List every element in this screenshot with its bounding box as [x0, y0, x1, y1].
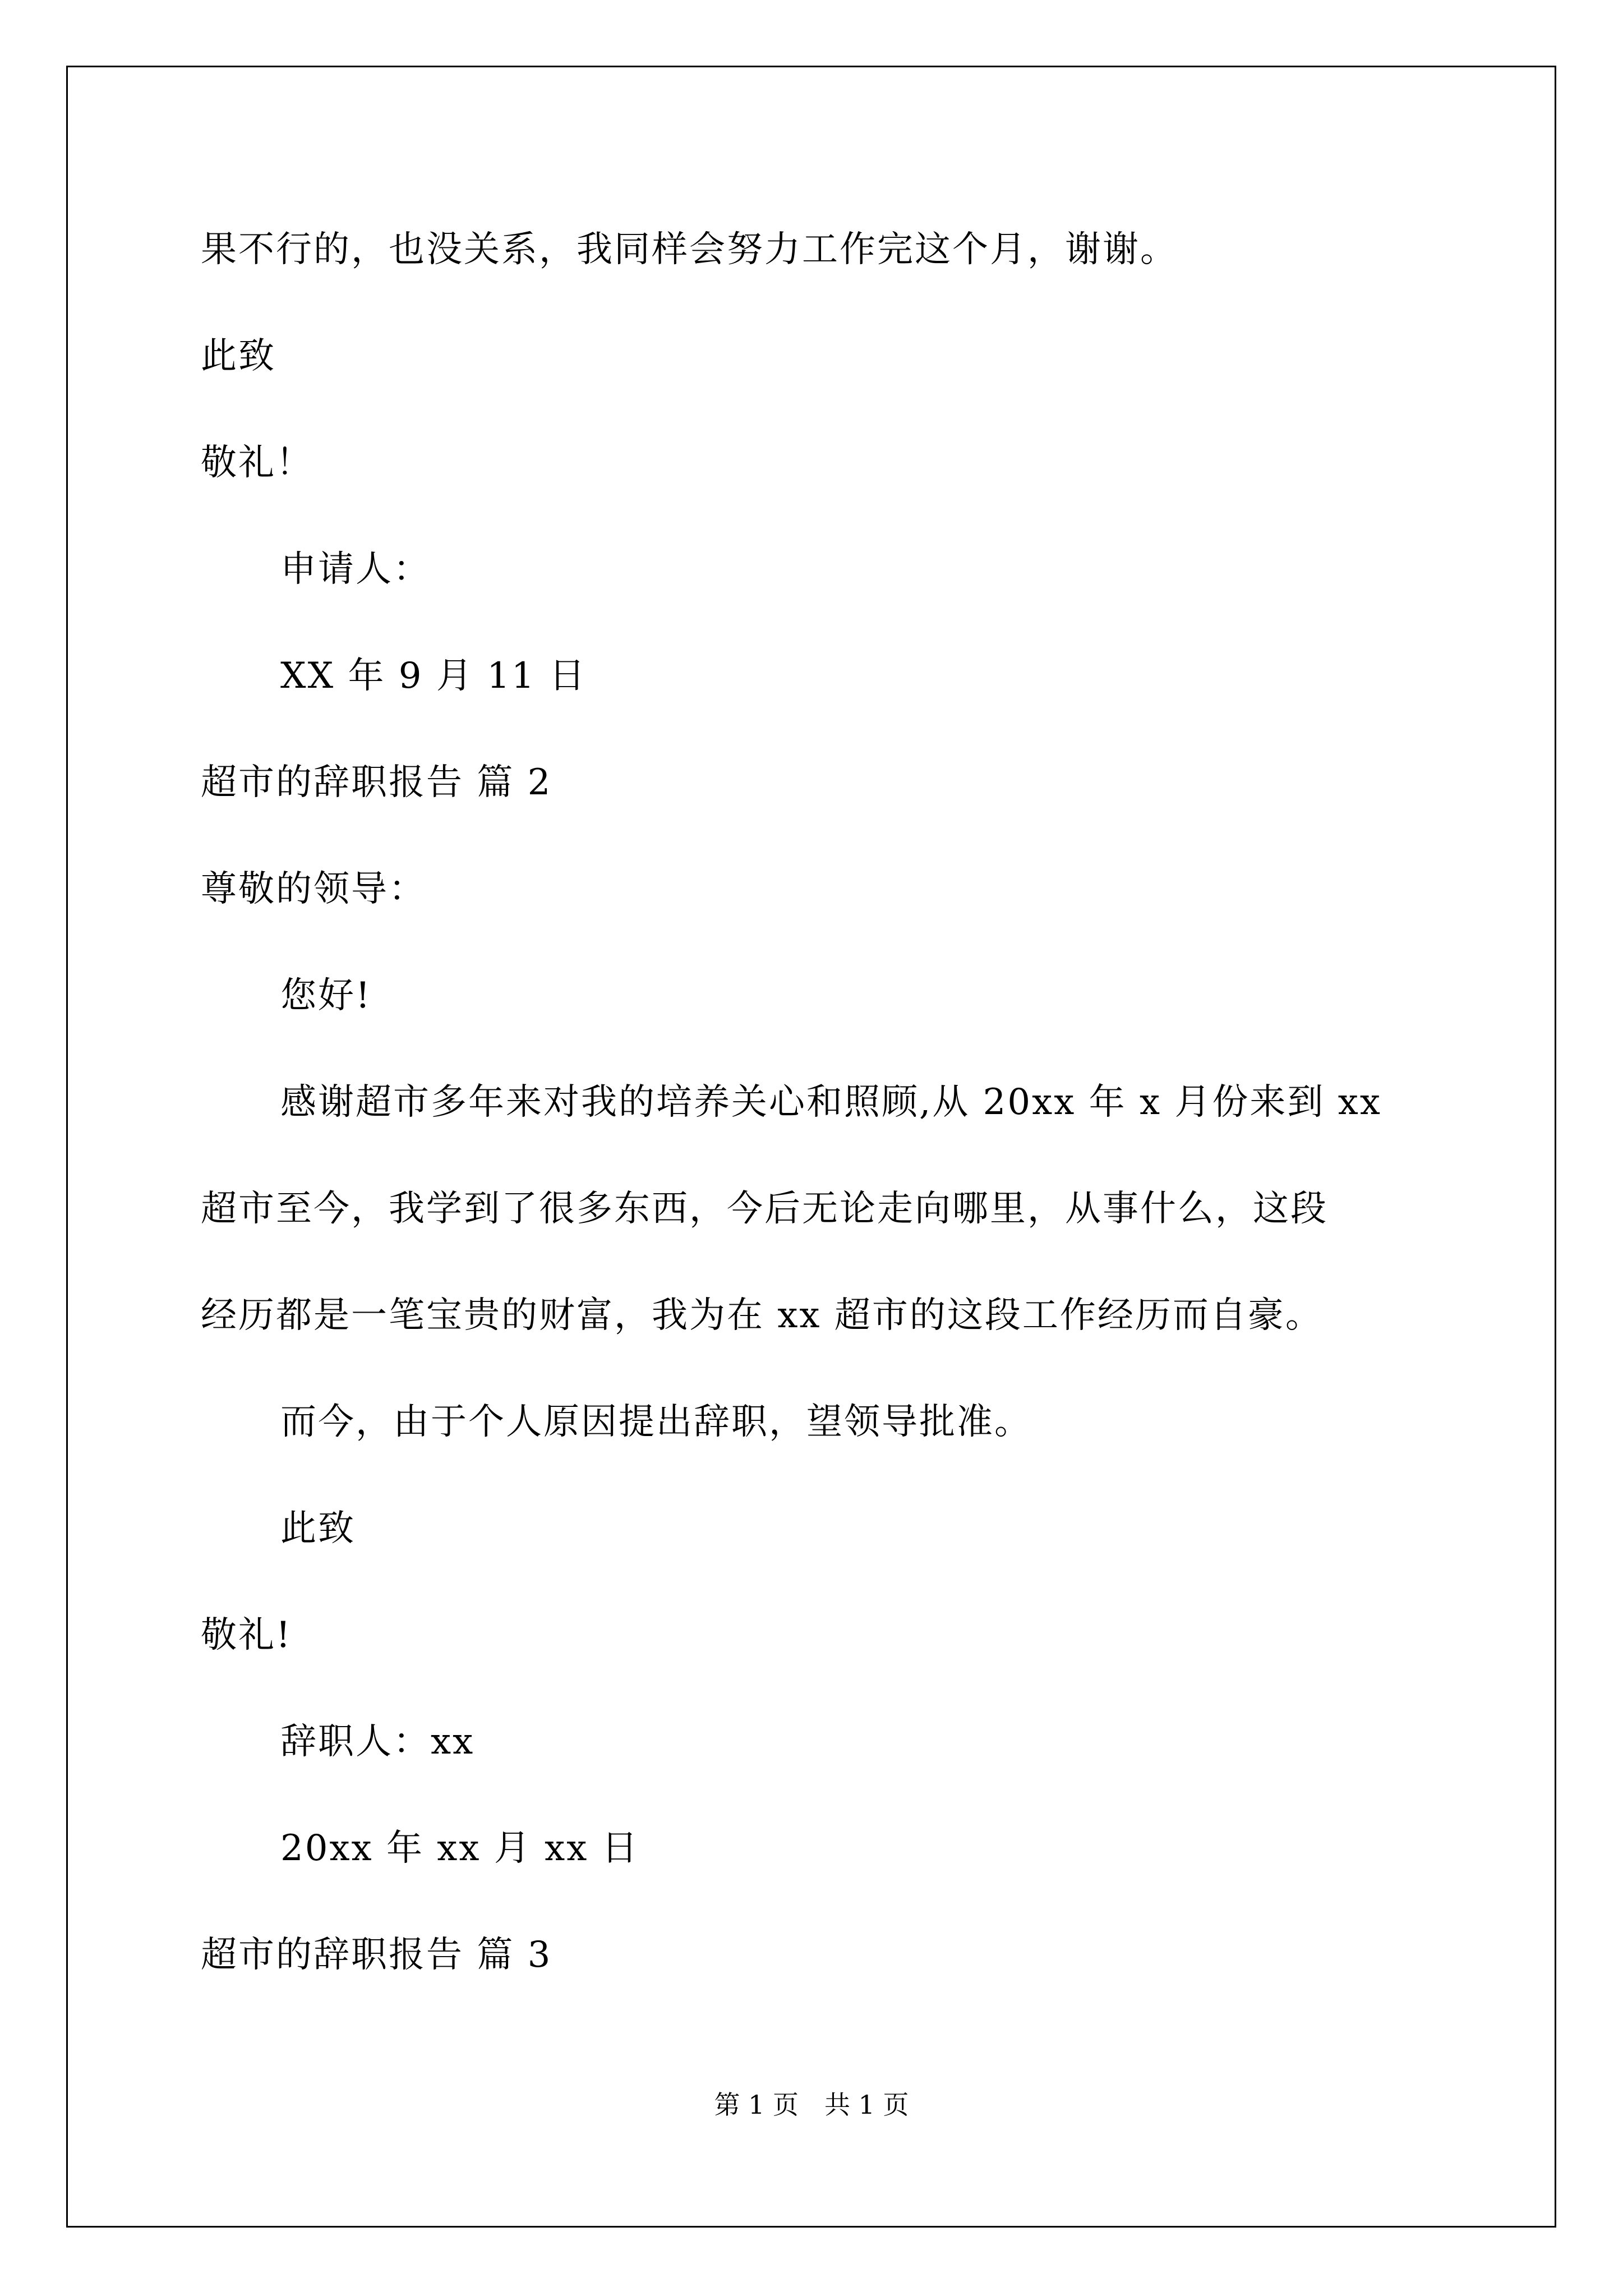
applicant-label: 申请人： — [280, 549, 431, 590]
section-heading-3: 超市的辞职报告 篇 3 — [201, 1934, 552, 1976]
resign-date: 20xx 年 xx 月 xx 日 — [280, 1828, 639, 1869]
applicant-date: XX 年 9 月 11 日 — [280, 655, 587, 697]
greeting-hello: 您好! — [280, 975, 372, 1016]
page-border — [66, 66, 1556, 2228]
closing-cizhi: 此致 — [280, 1508, 356, 1549]
salutation-jingli: 敬礼！ — [201, 442, 313, 484]
salutation-cizhi: 此致 — [201, 335, 276, 377]
greeting-leader: 尊敬的领导： — [201, 868, 426, 910]
section-heading-2: 超市的辞职报告 篇 2 — [201, 762, 552, 803]
resigner-label: 辞职人：xx — [280, 1721, 475, 1763]
closing-jingli: 敬礼! — [201, 1614, 292, 1656]
body-line-4: 而今，由于个人原因提出辞职，望领导批准。 — [280, 1401, 1032, 1443]
body-line-3: 经历都是一笔宝贵的财富，我为在 xx 超市的这段工作经历而自豪。 — [201, 1295, 1323, 1336]
paragraph-closing-line: 果不行的，也没关系，我同样会努力工作完这个月，谢谢。 — [201, 229, 1178, 270]
body-line-2: 超市至今，我学到了很多东西，今后无论走向哪里，从事什么，这段 — [201, 1188, 1328, 1230]
body-line-1: 感谢超市多年来对我的培养关心和照顾,从 20xx 年 x 月份来到 xx — [280, 1082, 1382, 1123]
page-footer: 第 1 页 共 1 页 — [714, 2090, 909, 2120]
